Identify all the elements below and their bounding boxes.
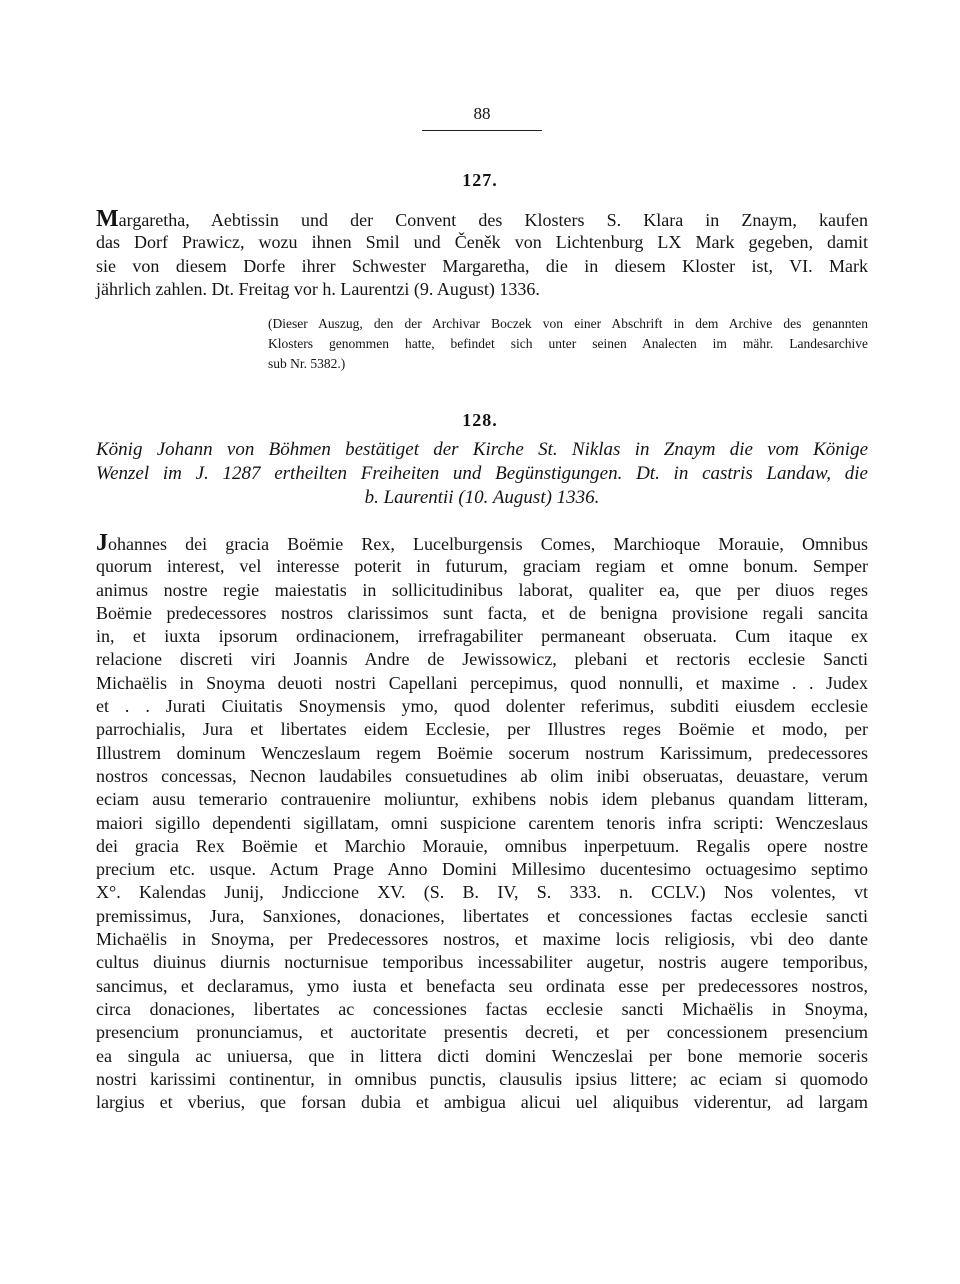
- summary-line: sie von diesem Dorfe ihrer Schwester Margaretha, die in diesem Kloster ist, VI. Mark: [96, 255, 868, 276]
- body-line: eciam ausu temerario contrauenire moliuntur, exhibens nobis idem plebanus quandam litteram,: [96, 789, 868, 810]
- body-line: circa donaciones, libertates ac concessiones factas ecclesie sancti Michaëlis in Snoyma,: [96, 998, 868, 1019]
- body-line: et . . Jurati Ciuitatis Snoymensis ymo, quod dolenter referimus, subditi eiusdem ecclesie: [96, 696, 868, 717]
- doc127-note: [268, 314, 868, 374]
- body-line: precium etc. usque. Actum Prage Anno Domini Millesimo ducentesimo octuagesimo septimo: [96, 859, 868, 880]
- body-line: Johannes dei gracia Boëmie Rex, Lucelburgensis Comes, Marchioque Morauie, Omnibus: [96, 530, 868, 556]
- body-line: Michaëlis in Snoyma deuoti nostri Capellani percepimus, quod nonnulli, et maxime . . Judex: [96, 672, 868, 693]
- body-line: nostri karissimi continentur, in omnibus punctis, clausulis ipsius littere; ac eciam si quomodo: [96, 1068, 868, 1089]
- summary-line: Margaretha, Aebtissin und der Convent des Klosters S. Klara in Znaym, kaufen: [96, 206, 868, 232]
- drop-cap: J: [96, 530, 108, 556]
- doc128-body: [96, 532, 868, 1114]
- body-line: ea singula ac uniuersa, que in littera dicti domini Wenczeslai per bone memorie soceris: [96, 1045, 868, 1066]
- heading-line: König Johann von Böhmen bestätiget der Kirche St. Niklas in Znaym die vom Könige: [96, 439, 868, 460]
- summary-line: jährlich zahlen. Dt. Freitag vor h. Laurentzi (9. August) 1336.: [96, 278, 540, 299]
- body-line: presencium pronunciamus, et auctoritate presentis decreti, et per concessionem presencium: [96, 1022, 868, 1043]
- body-line: maiori sigillo dependenti sigillatam, omni suspicione carentem tenoris infra scripti: Wenczeslaus: [96, 812, 868, 833]
- body-line: premissimus, Jura, Sanxiones, donaciones, libertates et concessiones factas ecclesie sancti: [96, 905, 868, 926]
- body-line: dei gracia Rex Boëmie et Marchio Morauie, omnibus inperpetuum. Regalis opere nostre: [96, 835, 868, 856]
- body-line: X°. Kalendas Junij, Jndiccione XV. (S. B. IV, S. 333. n. CCLV.) Nos volentes, vt: [96, 882, 868, 903]
- heading-line: b. Laurentii (10. August) 1336.: [364, 487, 600, 508]
- header-rule: [422, 130, 542, 131]
- body-line: cultus diuinus diurnis nocturnisue temporibus incessabiliter augetur, nostris augere temporibus,: [96, 952, 868, 973]
- body-line: nostros concessas, Necnon laudabiles consuetudines ab olim inibi obseruatas, deuastare, verum: [96, 765, 868, 786]
- body-line: Michaëlis in Snoyma, per Predecessores nostros, et maxime locis religiosis, vbi deo dante: [96, 929, 868, 950]
- summary-line: das Dorf Prawicz, wozu ihnen Smil und Čeněk von Lichtenburg LX Mark gegeben, damit: [96, 232, 868, 253]
- doc128-heading: [96, 438, 868, 510]
- note-line: sub Nr. 5382.): [268, 356, 346, 371]
- note-line: Klosters genommen hatte, befindet sich unter seinen Analecten im mähr. Landesarchive: [268, 336, 868, 351]
- body-line: largius et vberius, que forsan dubia et ambigua alicui uel aliquibus viderentur, ad largam: [96, 1092, 868, 1113]
- body-line: quorum interest, vel interesse poterit in futurum, graciam regiam et omne bonum. Semper: [96, 556, 868, 577]
- body-line: sancimus, et declaramus, ymo iusta et benefacta seu ordinata esse per predecessores nostros,: [96, 975, 868, 996]
- drop-cap: M: [96, 206, 119, 232]
- doc127-summary: [96, 208, 868, 301]
- doc-number-128: 128.: [462, 410, 498, 430]
- body-line: Illustrem dominum Wenczeslaum regem Boëmie socerum nostrum Karissimum, predecessores: [96, 742, 868, 763]
- note-line: (Dieser Auszug, den der Archivar Boczek von einer Abschrift in dem Archive des genannten: [268, 316, 868, 331]
- body-line: Boëmie predecessores nostros clarissimos sunt facta, et de benigna provisione regali sancita: [96, 602, 868, 623]
- heading-line: Wenzel im J. 1287 ertheilten Freiheiten und Begünstigungen. Dt. in castris Landaw, die: [96, 463, 868, 484]
- body-line: animus nostre regie maiestatis in sollicitudinibus laborat, qualiter ea, que per diuos reges: [96, 579, 868, 600]
- doc-number-127: 127.: [462, 170, 498, 190]
- body-line: parrochialis, Jura et libertates eidem Ecclesie, per Illustres reges Boëmie et modo, per: [96, 719, 868, 740]
- page-number: 88: [473, 104, 491, 123]
- body-line: relacione discreti viri Joannis Andre de Jewissowicz, plebani et rectoris ecclesie Sancti: [96, 649, 868, 670]
- body-line: in, et iuxta ipsorum ordinacionem, irrefragabiliter permaneant obseruata. Cum itaque ex: [96, 626, 868, 647]
